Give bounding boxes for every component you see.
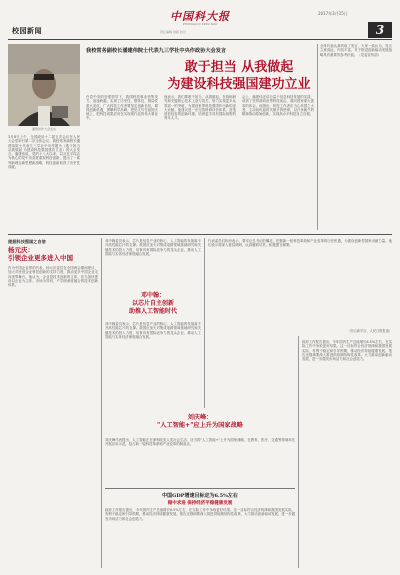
lead-title-line1: 敢于担当 从我做起 [184,60,294,75]
column-rule [101,238,102,568]
mid2-article-body: 刘庆峰代表提出，人工智能正在深刻改变人类社会生活，应当将"人工智能+"上升为国家战略，在教育、医疗、交通等领域率先开展应用示范，抢占新一轮科技革命和产业变革的制高点。 [105,438,295,447]
bottom-article-body: 政府工作报告提出，今年国内生产总值增长6.5%左右，在实际工作中争取更好结果。这一目标符合经济规律和我国发展实际，有利于稳定和引导预期，推动经济持续健康发展。报告还强调要深入推进供给侧结构性改革，大力推动创新驱动发展，进一步激发市场活力和社会创造力。 [105,508,295,521]
section-label: 校园新闻 [12,26,42,35]
left-article-kicker: 提振科技强国之自信 [8,239,46,244]
lead-column-3: 他表示，我们要敢于担当，从我做起，在基础研究和关键核心技术上奋力攻关，努力实现更多从零到一的突破，为建设世界科技强国作出新的更大贡献。他建议进一步完善科研评价体系，营造宽松包容的创新环境，培养更多具有国际视野的青年人才。 [164,95,236,121]
lead-column-4: 会上，潘建伟还结合量子信息科技发展的实践，谈到了坚持面向世界科技前沿、面向国家重大需求的体会。他指出，科技工作者应当心怀国之大者，主动肩负起时代赋予的使命，以只争朝夕的精神推动原始创新，实现高水平科技自立自强。 [242,95,314,117]
mid-article-body: 邓中翰委员表示，芯片是信息产业的核心，人工智能的发展离不开高性能芯片的支撑。我国应加大对集成电路领域基础研究和关键技术的投入力度，培育具有国际竞争力的龙头企业，推动人工智能与实体经济深度融合发展。 [105,322,201,339]
left-article-title: 杨元庆： 引领企业更多进入中国 [8,246,73,262]
page-number: 3 [375,23,385,37]
editor-line: 责任编辑 排版 校对 [160,30,186,34]
lead-column-1: 3月8日上午，全国政协十二届五次会议在人民大会堂举行第二次全体会议，我校常务副校长潘建伟院士代表九三学社中央作题为《敢于担当 从我做起 为建设科技强国建功立业》的大会发言。潘建伟说，党的十八大以来，以习近平同志为核心的党中央高度重视科技创新，提出了一系列新理念新思想新战略，科技创新取得了历史性成就。 [8,135,80,170]
lead-photo [8,44,80,126]
issue-date: 2017年3月15日 [318,11,348,16]
masthead [0,0,400,40]
lead-bottom-rule [8,234,392,235]
left-article-body: 作为中国企业界的代表，杨元庆委员在全国两会期间建议，加大对民营企业科技创新的支持力度，推动更多中国企业走向世界舞台。他认为，企业是技术创新的主体，应当加快建设以企业为主体、市场为导向、产学研深度融合的技术创新体系。 [8,266,98,288]
column-rule [317,44,318,230]
bottom-article-rule [105,488,295,489]
masthead-rule [8,39,392,40]
mid2-article-title: 刘庆峰： "人工智能+"应上升为国家战略 [157,414,243,429]
speaker-photo-icon [8,44,80,126]
bottom-article-title: 中国GDP增速目标定为6.5%左右 [162,493,238,499]
column-rule [298,336,299,568]
right-article-body: 代表委员们纷纷表示，要牢记总书记的嘱托，把握新一轮科技革命和产业变革的历史机遇，为建设创新型国家贡献力量。他们表示将深入基层调研，认真履职尽责，积极建言献策。 [208,239,392,248]
lead-column-2: 在党中央的坚强领导下，我国科技事业密集发力、加速跨越，实现了历史性、整体性、格局性重大变化。广大科技工作者要坚定创新自信，紧抓创新机遇，勇攀科学高峰，把论文写在祖国大地上，把科技成果应用在实现现代化的伟大事业中。 [86,95,158,121]
lead-column-5: 全体代表认真听取了发言，大家一致认为，发言立意高远、内容丰富，对于推进创新驱动发展战略具有重要的参考价值。（党委宣传部） [320,44,392,57]
column-rule [204,238,205,408]
newspaper-logo: 中国科大报 [170,10,230,23]
lead-kicker: 我校常务副校长潘建伟院士代表九三学社中央作政协大会发言 [86,48,227,54]
right-article-note: （综合新华社、人民日报报道） [347,329,392,333]
newspaper-logo-pinyin: ZHONGGUO KEDA BAO [182,22,218,26]
lead-title-line2: 为建设科技强国建功立业 [167,77,311,92]
photo-caption: 潘建伟作大会发言 [31,127,56,131]
right-bottom-body: 政府工作报告提出，今年国内生产总值增长6.5%左右，在实际工作中争取更好结果。这一目标符合经济规律和我国发展实际，有利于稳定和引导预期，推动经济持续健康发展。报告还强调要深入推进供给侧结构性改革，大力推动创新驱动发展，进一步激发市场活力和社会创造力。 [302,340,392,362]
bottom-article-subtitle: 稳中求进 保持经济平稳健康发展 [167,501,233,506]
mid-article-title: 邓中翰： 以芯片自主创新 助推人工智能时代 [128,292,177,315]
mid-article-intro: 邓中翰委员表示，芯片是信息产业的核心，人工智能的发展离不开高性能芯片的支撑。我国应加大对集成电路领域基础研究和关键技术的投入力度，培育具有国际竞争力的龙头企业，推动人工智能与实体经济深度融合发展。 [105,239,201,256]
